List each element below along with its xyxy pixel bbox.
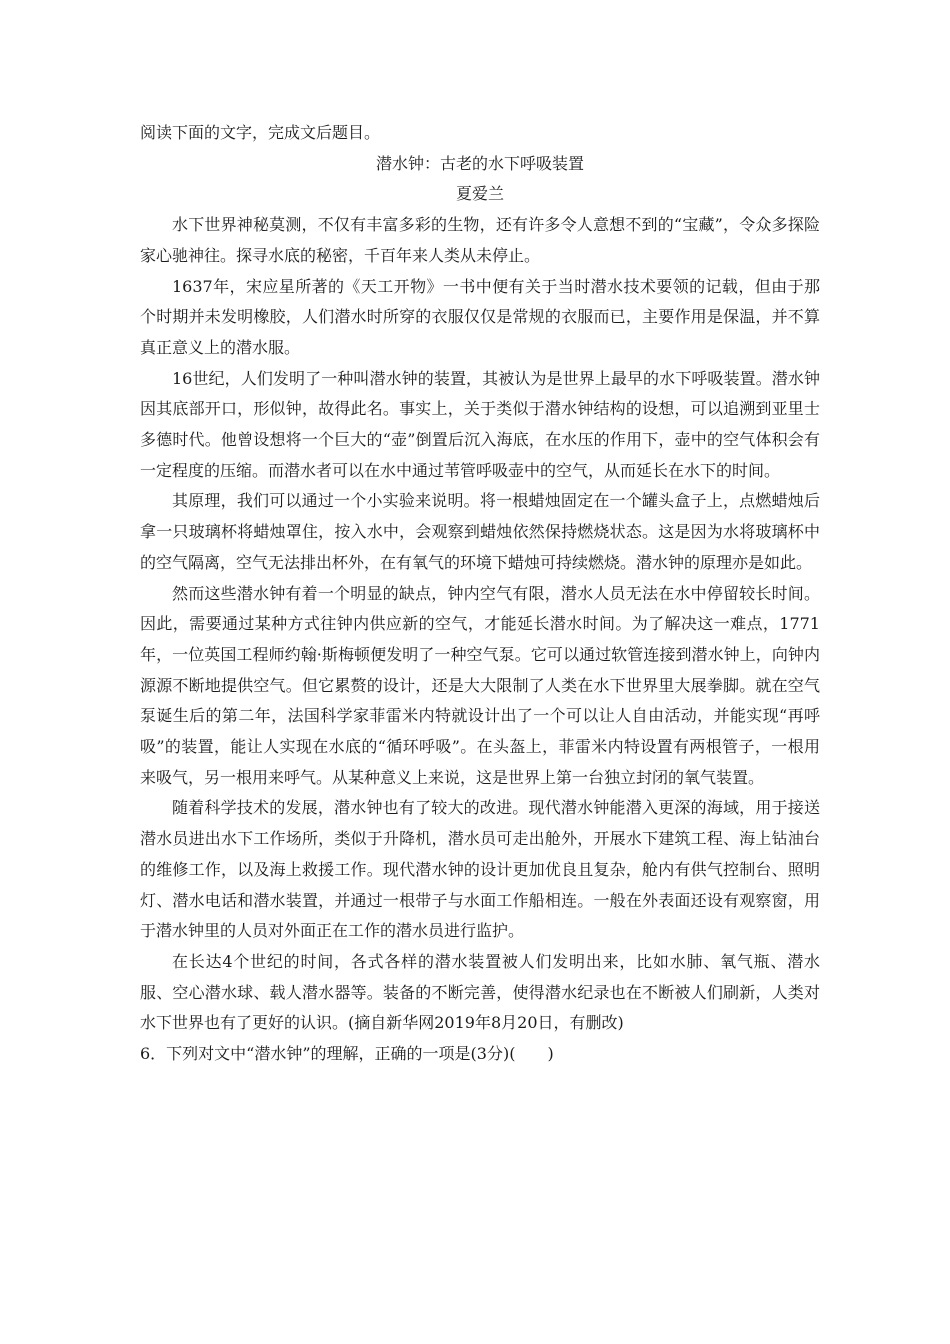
article-paragraph-5: 然而这些潜水钟有着一个明显的缺点，钟内空气有限，潜水人员无法在水中停留较长时间。因此，需要通过某种方式往钟内供应新的空气，才能延长潜水时间。为了解决这一难点，1771年，一位英国工程师约翰·斯梅顿便发明了一种空气泵。它可以通过软管连接到潜水钟上，向钟内源源不断地提供空气。但它累赘的设计，还是大大限制了人类在水下世界里大展拳脚。就在空气泵诞生后的第二年，法国科学家菲雷米内特就设计出了一个可以让人自由活动，并能实现“再呼吸”的装置，能让人实现在水底的“循环呼吸”。在头盔上，菲雷米内特设置有两根管子，一根用来吸气，另一根用来呼气。从某种意义上来说，这是世界上第一台独立封闭的氧气装置。 [140,583,820,787]
reading-instruction: 阅读下面的文字，完成文后题目。 [140,123,381,142]
article-paragraph-7: 在长达4个世纪的时间，各式各样的潜水装置被人们发明出来，比如水肺、氧气瓶、潜水服、空心潜水球、载人潜水器等。装备的不断完善，使得潜水纪录也在不断被人们刷新，人类对水下世界也有了更好的认识。(摘自新华网2019年8月20日，有删改) [140,951,820,1033]
question-6: 6．下列对文中“潜水钟”的理解，正确的一项是(3分)( ) [140,1044,554,1064]
document-page [140,118,820,1070]
article-title: 潜水钟：古老的水下呼吸装置 [375,153,584,173]
article-paragraph-1: 水下世界神秘莫测，不仅有丰富多彩的生物，还有许多令人意想不到的“宝藏”，令众多探险家心驰神往。探寻水底的秘密，千百年来人类从未停止。 [140,215,820,265]
article-paragraph-2: 1637年，宋应星所著的《天工开物》一书中便有关于当时潜水技术要领的记载，但由于那个时期并未发明橡胶，人们潜水时所穿的衣服仅仅是常规的衣服而已，主要作用是保温，并不算真正意义上的潜水服。 [140,276,820,357]
article-author: 夏爱兰 [455,184,504,204]
article-paragraph-6: 随着科学技术的发展，潜水钟也有了较大的改进。现代潜水钟能潜入更深的海域，用于接送潜水员进出水下工作场所，类似于升降机，潜水员可走出舱外，开展水下建筑工程、海上钻油台的维修工作，以及海上救援工作。现代潜水钟的设计更加优良且复杂，舱内有供气控制台、照明灯、潜水电话和潜水装置，并通过一根带子与水面工作船相连。一般在外表面还设有观察窗，用于潜水钟里的人员对外面正在工作的潜水员进行监护。 [140,798,820,941]
article-paragraph-4: 其原理，我们可以通过一个小实验来说明。将一根蜡烛固定在一个罐头盒子上，点燃蜡烛后拿一只玻璃杯将蜡烛罩住，按入水中，会观察到蜡烛依然保持燃烧状态。这是因为水将玻璃杯中的空气隔离，空气无法排出杯外，在有氧气的环境下蜡烛可持续燃烧。潜水钟的原理亦是如此。 [140,491,820,572]
article-paragraph-3: 16世纪，人们发明了一种叫潜水钟的装置，其被认为是世界上最早的水下呼吸装置。潜水钟因其底部开口，形似钟，故得此名。事实上，关于类似于潜水钟结构的设想，可以追溯到亚里士多德时代。他曾设想将一个巨大的“壶”倒置后沉入海底，在水压的作用下，壶中的空气体积会有一定程度的压缩。而潜水者可以在水中通过苇管呼吸壶中的空气，从而延长在水下的时间。 [140,368,820,480]
